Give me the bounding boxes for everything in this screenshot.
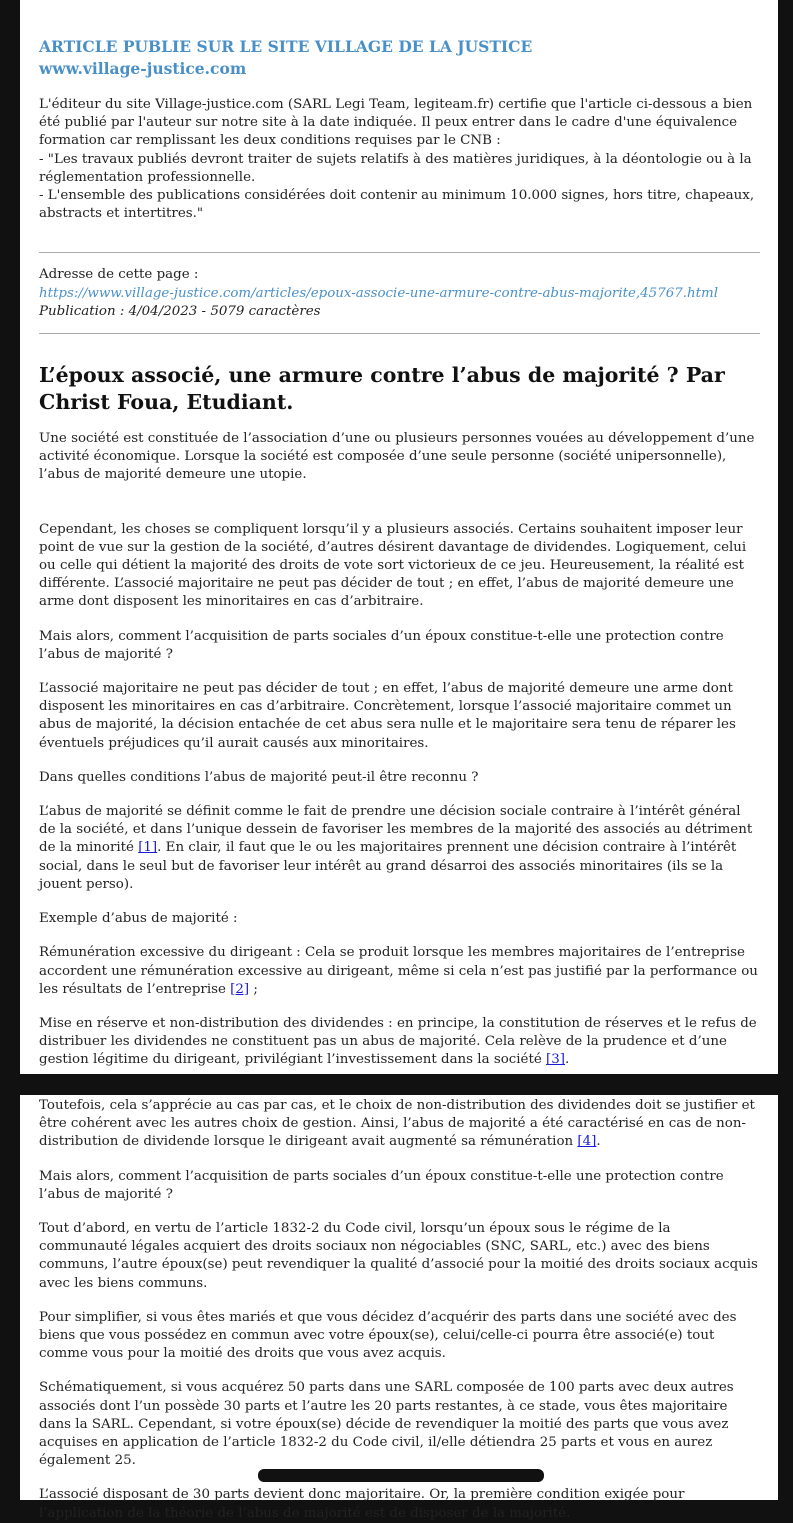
article-paragraph-13: Pour simplifier, si vous êtes mariés et que vous décidez d’acquérir des parts dans une société avec des biens que vous possédez en commun avec votre époux(se), celui/celle-ci pourra être associé(e) tout comme vous pour la moitié des droits que vous avez acquis. bbox=[39, 1309, 737, 1362]
article-paragraph-3: Mais alors, comment l’acquisition de parts sociales d’un époux constitue-t-elle une protection contre l’abus de majorité ? bbox=[39, 628, 724, 662]
article-paragraph-2: Cependant, les choses se compliquent lorsqu’il y a plusieurs associés. Certains souhaitent imposer leur point de vue sur la gestion de la société, d’autres désirent davantage de dividendes. Logiquement, celui ou celle qui détient la majorité des droits de vote sort victorieux de ce jeu. Heureusement, la réalité est différente. L’associé majoritaire ne peut pas décider de tout ; en effet, l’abus de majorité demeure une arme dont disposent les minoritaires en cas d’arbitraire. bbox=[39, 521, 747, 610]
article-paragraph-5: Dans quelles conditions l’abus de majorité peut-il être reconnu ? bbox=[39, 769, 479, 785]
footnote-link-3[interactable]: [3] bbox=[546, 1052, 566, 1068]
divider bbox=[39, 333, 760, 334]
site-title: ARTICLE PUBLIE SUR LE SITE VILLAGE DE LA JUSTICE bbox=[39, 37, 533, 56]
article-paragraph-11: Mais alors, comment l’acquisition de parts sociales d’un époux constitue-t-elle une protection contre l’abus de majorité ? bbox=[39, 1168, 724, 1202]
footnote-link-1[interactable]: [1] bbox=[138, 840, 158, 856]
divider bbox=[39, 252, 760, 253]
article-paragraph-12: Tout d’abord, en vertu de l’article 1832-2 du Code civil, lorsqu’un époux sous le régime de la communauté légales acquiert des droits sociaux non négociables (SNC, SARL, etc.) avec des biens communs, l’autre époux(se) peut revendiquer la qualité d’associé pour la moitié des droits sociaux acquis avec les biens communs. bbox=[39, 1221, 758, 1291]
article-paragraph-7: Exemple d’abus de majorité : bbox=[39, 911, 238, 927]
article-paragraph-15: L’associé disposant de 30 parts devient donc majoritaire. Or, la première condition exigée pour l’application de la théorie de l’abus de majorité est de disposer de la majorité. bbox=[39, 1487, 685, 1521]
article-paragraph-14: Schématiquement, si vous acquérez 50 parts dans une SARL composée de 100 parts avec deux autres associés dont l’un possède 30 parts et l’autre les 20 parts restantes, à ce stade, vous êtes majoritaire dans la SARL. Cependant, si votre époux(se) décide de revendiquer la moitié des parts que vous avez acquises en application de l’article 1832-2 du Code civil, il/elle détiendra 25 parts et vous en aurez également 25. bbox=[39, 1380, 734, 1469]
text-span: . bbox=[565, 1052, 570, 1068]
redaction-overlay bbox=[258, 1469, 544, 1482]
text-span: L’abus de majorité se définit comme le fait de prendre une décision sociale contraire à l’intérêt général de la société, et dans l’unique dessein de favoriser les membres de la majorité des associés au détriment de la minorité bbox=[39, 804, 753, 856]
certification-text: L'éditeur du site Village-justice.com (SARL Legi Team, legiteam.fr) certifie que l'article ci-dessous a bien été publié par l'auteur sur notre site à la date indiquée. Il peux entrer dans le cadre d'une équivalence formation car remplissant les deux conditions requises par le CNB : - "Les travaux publiés devront traiter de sujets relatifs à des matières juridiques, à la déontologie ou à la réglementation professionnelle. - L'ensemble des publications considérées doit contenir au minimum 10.000 signes, hors titre, chapeaux, abstracts et intertitres." bbox=[39, 97, 755, 222]
text-span: Mise en réserve et non-distribution des dividendes : en principe, la constitution de réserves et le refus de distribuer les dividendes ne constituent pas un abus de majorité. Cela relève de la prudence et d’une gestion légitime du dirigeant, privilégiant l’investissement dans la société bbox=[39, 1015, 757, 1068]
article-paragraph-1: Une société est constituée de l’association d’une ou plusieurs personnes vouées au développement d’une activité économique. Lorsque la société est composée d’une seule personne (société unipersonnelle), l’abus de majorité demeure une utopie. bbox=[39, 431, 755, 483]
article-title: L’époux associé, une armure contre l’abus de majorité ? Par Christ Foua, Etudiant. bbox=[39, 363, 725, 415]
text-span: ; bbox=[249, 981, 258, 997]
site-url[interactable]: www.village-justice.com bbox=[39, 59, 247, 78]
footnote-link-2[interactable]: [2] bbox=[230, 981, 250, 997]
address-label: Adresse de cette page : bbox=[39, 267, 199, 283]
text-span: . En clair, il faut que le ou les majoritaires prennent une décision contraire à l’intérêt social, dans le seul but de favoriser leur intérêt au grand désarroi des associés minoritaires (ils se la jouent perso). bbox=[39, 840, 737, 892]
address-link[interactable]: https://www.village-justice.com/articles/epoux-associe-une-armure-contre-abus-majorite,45767.html bbox=[39, 285, 719, 301]
publication-info: Publication : 4/04/2023 - 5079 caractères bbox=[39, 303, 321, 319]
article-paragraph-10 bbox=[39, 1097, 760, 1152]
page-2 bbox=[20, 1095, 778, 1521]
text-span: . bbox=[596, 1134, 601, 1150]
article-paragraph-4: L’associé majoritaire ne peut pas décider de tout ; en effet, l’abus de majorité demeure une arme dont disposent les minoritaires en cas d’arbitraire. Concrètement, lorsque l’associé majoritaire commet un abus de majorité, la décision entachée de cet abus sera nulle et le majoritaire sera tenu de réparer les éventuels préjudices qu’il aurait causés aux minoritaires. bbox=[39, 681, 736, 751]
page-1 bbox=[20, 0, 778, 1074]
text-span: Rémunération excessive du dirigeant : Cela se produit lorsque les membres majoritaires de l’entreprise accordent une rémunération excessive au dirigeant, même si cela n’est pas justifié par la performance ou les résultats de l’entreprise bbox=[39, 945, 758, 997]
text-span: Toutefois, cela s’apprécie au cas par cas, et le choix de non-distribution des dividendes doit se justifier et être cohérent avec les autres choix de gestion. Ainsi, l’abus de majorité a été caractérisé en cas de non-distribution de dividende lorsque le dirigeant avait augmenté sa rémunération bbox=[39, 1098, 755, 1150]
footnote-link-4[interactable]: [4] bbox=[577, 1134, 597, 1150]
article-paragraph-8 bbox=[39, 944, 760, 999]
address-block bbox=[39, 266, 760, 321]
article-paragraph-6 bbox=[39, 803, 760, 894]
article-paragraph-9 bbox=[39, 1015, 760, 1070]
